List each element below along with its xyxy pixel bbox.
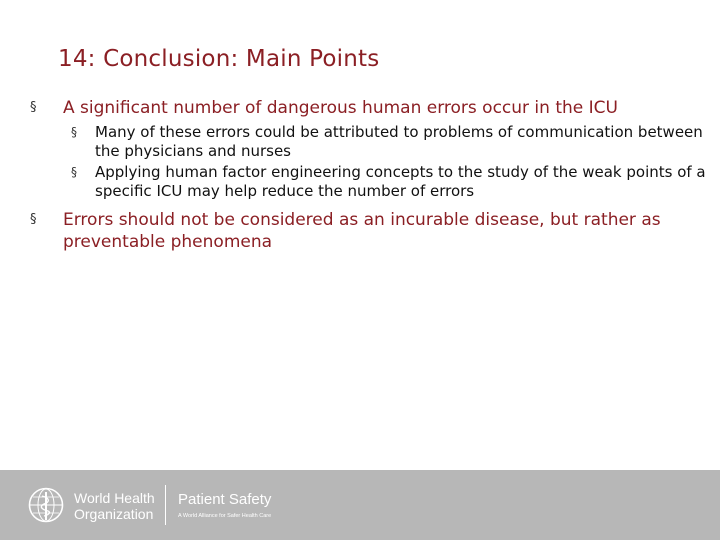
sub-bullet-text: Applying human factor engineering concepts to the study of the weak points of a specific ICU may help reduce the number of errors	[95, 163, 706, 200]
sub-bullet-item	[63, 163, 710, 201]
footer-divider	[165, 485, 166, 525]
patient-safety-tagline: A World Alliance for Safer Health Care	[178, 513, 272, 519]
who-emblem-icon	[28, 487, 64, 523]
bullet-item	[30, 209, 710, 253]
bullet-marker-icon: §	[71, 125, 77, 139]
footer-bar	[0, 470, 720, 540]
sub-bullet-list	[63, 123, 710, 201]
bullet-marker-icon: §	[71, 165, 77, 179]
bullet-text: Errors should not be considered as an incurable disease, but rather as preventable phenomena	[63, 210, 661, 252]
patient-safety-title: Patient Safety	[178, 491, 272, 508]
who-organization-name: World Health Organization	[74, 490, 155, 522]
sub-bullet-text: Many of these errors could be attributed to problems of communication between the physicians and nurses	[95, 123, 703, 160]
bullet-list	[30, 97, 710, 255]
slide-title: 14: Conclusion: Main Points	[58, 46, 380, 72]
bullet-marker-icon: §	[30, 212, 37, 227]
bullet-item	[30, 97, 710, 119]
bullet-marker-icon: §	[30, 100, 37, 115]
sub-bullet-item	[63, 123, 710, 161]
bullet-text: A significant number of dangerous human errors occur in the ICU	[63, 98, 618, 118]
